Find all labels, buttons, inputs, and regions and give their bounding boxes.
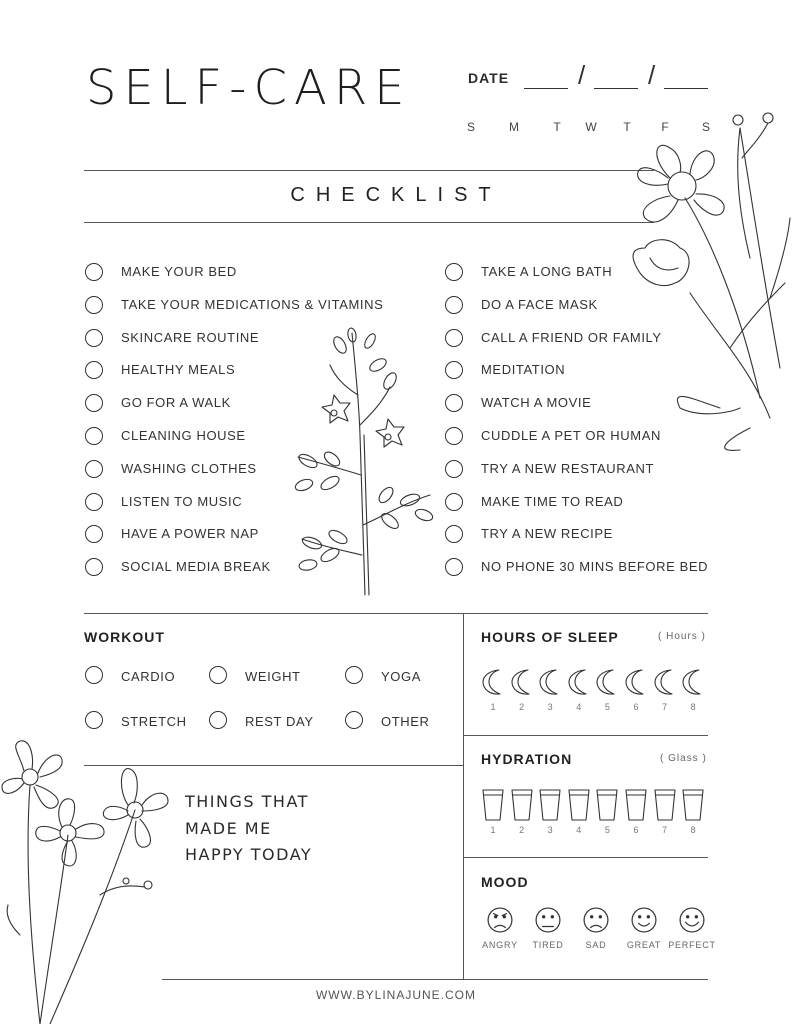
workout-checkbox[interactable] bbox=[85, 666, 103, 684]
divider bbox=[84, 170, 654, 171]
sleep-hour-number: 6 bbox=[633, 702, 639, 712]
weekday-option[interactable]: T bbox=[623, 120, 631, 134]
checklist-item-label: TAKE YOUR MEDICATIONS & VITAMINS bbox=[121, 296, 384, 312]
workout-option-label: YOGA bbox=[381, 669, 421, 684]
sleep-unit: ( Hours ) bbox=[658, 631, 706, 642]
happy-face-icon[interactable] bbox=[631, 907, 657, 933]
checkbox-circle[interactable] bbox=[445, 427, 463, 445]
date-year-field[interactable] bbox=[664, 88, 708, 89]
checkbox-circle[interactable] bbox=[445, 263, 463, 281]
leafy-branch-illustration bbox=[290, 325, 440, 597]
checkbox-circle[interactable] bbox=[85, 558, 103, 576]
weekday-option[interactable]: T bbox=[553, 120, 561, 134]
checkbox-circle[interactable] bbox=[445, 296, 463, 314]
workout-option-label: REST DAY bbox=[245, 714, 314, 729]
crescent-moon-icon[interactable] bbox=[682, 668, 706, 696]
checklist-item-label: CALL A FRIEND OR FAMILY bbox=[481, 329, 662, 345]
divider bbox=[84, 765, 463, 766]
checkbox-circle[interactable] bbox=[85, 525, 103, 543]
water-glass-icon[interactable] bbox=[511, 789, 533, 821]
sad-face-icon[interactable] bbox=[583, 907, 609, 933]
checklist-item-label: NO PHONE 30 MINS BEFORE BED bbox=[481, 559, 709, 575]
water-glass-icon[interactable] bbox=[568, 789, 590, 821]
checklist-item-label: DO A FACE MASK bbox=[481, 296, 598, 312]
water-glass-icon[interactable] bbox=[596, 789, 618, 821]
glass-number: 5 bbox=[604, 825, 610, 835]
glass-number: 3 bbox=[547, 825, 553, 835]
glass-number: 6 bbox=[633, 825, 639, 835]
checkbox-circle[interactable] bbox=[445, 525, 463, 543]
checklist-item-label: CLEANING HOUSE bbox=[121, 428, 246, 443]
website-url: WWW.BYLINAJUNE.COM bbox=[315, 988, 476, 1002]
glass-number: 7 bbox=[662, 825, 668, 835]
checklist-item-label: TAKE A LONG BATH bbox=[481, 264, 613, 279]
checkbox-circle[interactable] bbox=[85, 263, 103, 281]
water-glass-icon[interactable] bbox=[482, 789, 504, 821]
date-month-field[interactable] bbox=[524, 88, 568, 89]
checklist-item-label: MAKE TIME TO READ bbox=[481, 493, 624, 509]
sleep-hour-number: 3 bbox=[547, 702, 553, 712]
weekday-option[interactable]: M bbox=[509, 120, 519, 134]
happy-line: HAPPY TODAY bbox=[185, 845, 313, 864]
checklist-item-label: SKINCARE ROUTINE bbox=[121, 329, 260, 345]
checklist-item-label: MAKE YOUR BED bbox=[121, 264, 237, 279]
checkbox-circle[interactable] bbox=[85, 460, 103, 478]
workout-checkbox[interactable] bbox=[345, 711, 363, 729]
weekday-option[interactable]: F bbox=[661, 120, 669, 134]
workout-checkbox[interactable] bbox=[209, 711, 227, 729]
mood-label: PERFECT bbox=[668, 940, 716, 950]
tired-face-icon[interactable] bbox=[535, 907, 561, 933]
workout-option-label: STRETCH bbox=[121, 714, 187, 729]
checklist-title: CHECKLIST bbox=[290, 184, 502, 206]
checklist-item-label: LISTEN TO MUSIC bbox=[121, 493, 243, 509]
sleep-hour-number: 8 bbox=[690, 702, 696, 712]
mood-label: SAD bbox=[585, 940, 607, 950]
workout-option-label: WEIGHT bbox=[245, 669, 301, 684]
hydration-unit: ( Glass ) bbox=[660, 753, 707, 764]
glass-number: 1 bbox=[490, 825, 496, 835]
checkbox-circle[interactable] bbox=[85, 329, 103, 347]
water-glass-icon[interactable] bbox=[539, 789, 561, 821]
checkbox-circle[interactable] bbox=[445, 394, 463, 412]
crescent-moon-icon[interactable] bbox=[482, 668, 506, 696]
divider bbox=[162, 979, 708, 980]
buttercup-flower-illustration bbox=[610, 108, 792, 453]
checklist-item-label: SOCIAL MEDIA BREAK bbox=[121, 559, 271, 575]
checklist-item-label: WATCH A MOVIE bbox=[481, 395, 592, 411]
weekday-option[interactable]: S bbox=[466, 120, 475, 134]
date-separator: / bbox=[648, 60, 656, 90]
sleep-hour-number: 2 bbox=[519, 702, 525, 712]
checklist-item-label: GO FOR A WALK bbox=[121, 395, 231, 411]
checklist-item-label: MEDITATION bbox=[481, 362, 566, 378]
workout-checkbox[interactable] bbox=[345, 666, 363, 684]
date-separator: / bbox=[578, 60, 586, 90]
checklist-item-label: TRY A NEW RESTAURANT bbox=[481, 460, 655, 476]
checkbox-circle[interactable] bbox=[85, 361, 103, 379]
date-label: DATE bbox=[468, 70, 510, 86]
smiling-face-icon[interactable] bbox=[679, 907, 705, 933]
sleep-hour-number: 4 bbox=[576, 702, 582, 712]
crescent-moon-icon[interactable] bbox=[596, 668, 620, 696]
checkbox-circle[interactable] bbox=[85, 394, 103, 412]
glass-number: 4 bbox=[576, 825, 582, 835]
crescent-moon-icon[interactable] bbox=[539, 668, 563, 696]
divider bbox=[463, 735, 708, 736]
mood-label: GREAT bbox=[626, 940, 662, 950]
checklist-item-label: WASHING CLOTHES bbox=[121, 460, 257, 476]
workout-title: WORKOUT bbox=[84, 629, 165, 645]
checkbox-circle[interactable] bbox=[445, 361, 463, 379]
date-day-field[interactable] bbox=[594, 88, 638, 89]
divider bbox=[463, 857, 708, 858]
sleep-hour-number: 5 bbox=[604, 702, 610, 712]
page-title: SELF-CARE bbox=[86, 60, 412, 116]
water-glass-icon[interactable] bbox=[654, 789, 676, 821]
wildflower-illustration bbox=[0, 735, 175, 1024]
glass-number: 8 bbox=[690, 825, 696, 835]
workout-option-label: OTHER bbox=[381, 714, 430, 729]
sleep-title: HOURS OF SLEEP bbox=[481, 629, 619, 645]
checklist-item-label: HAVE A POWER NAP bbox=[121, 526, 259, 542]
glass-number: 2 bbox=[519, 825, 525, 835]
crescent-moon-icon[interactable] bbox=[568, 668, 592, 696]
water-glass-icon[interactable] bbox=[625, 789, 647, 821]
weekday-option[interactable]: W bbox=[585, 120, 597, 134]
happy-line: THINGS THAT bbox=[185, 792, 309, 811]
checkbox-circle[interactable] bbox=[445, 460, 463, 478]
checkbox-circle[interactable] bbox=[445, 493, 463, 511]
happy-line: MADE ME bbox=[185, 818, 272, 838]
mood-label: ANGRY bbox=[482, 940, 518, 950]
divider bbox=[84, 222, 654, 223]
vertical-divider bbox=[463, 613, 464, 980]
checkbox-circle[interactable] bbox=[445, 329, 463, 347]
crescent-moon-icon[interactable] bbox=[511, 668, 535, 696]
weekday-option[interactable]: S bbox=[701, 120, 710, 134]
mood-title: MOOD bbox=[481, 874, 529, 890]
checkbox-circle[interactable] bbox=[85, 427, 103, 445]
checklist-item-label: TRY A NEW RECIPE bbox=[481, 526, 613, 542]
divider bbox=[84, 613, 708, 614]
checklist-item-label: HEALTHY MEALS bbox=[121, 362, 236, 378]
workout-option-label: CARDIO bbox=[121, 669, 176, 684]
workout-checkbox[interactable] bbox=[85, 711, 103, 729]
checkbox-circle[interactable] bbox=[445, 558, 463, 576]
hydration-title: HYDRATION bbox=[481, 751, 573, 767]
checklist-item-label: CUDDLE A PET OR HUMAN bbox=[481, 428, 661, 443]
mood-label: TIRED bbox=[532, 940, 564, 950]
checkbox-circle[interactable] bbox=[85, 296, 103, 314]
crescent-moon-icon[interactable] bbox=[654, 668, 678, 696]
sleep-hour-number: 7 bbox=[662, 702, 668, 712]
angry-face-icon[interactable] bbox=[487, 907, 513, 933]
workout-checkbox[interactable] bbox=[209, 666, 227, 684]
checkbox-circle[interactable] bbox=[85, 493, 103, 511]
happy-prompt bbox=[185, 789, 312, 869]
water-glass-icon[interactable] bbox=[682, 789, 704, 821]
crescent-moon-icon[interactable] bbox=[625, 668, 649, 696]
sleep-hour-number: 1 bbox=[490, 702, 496, 712]
